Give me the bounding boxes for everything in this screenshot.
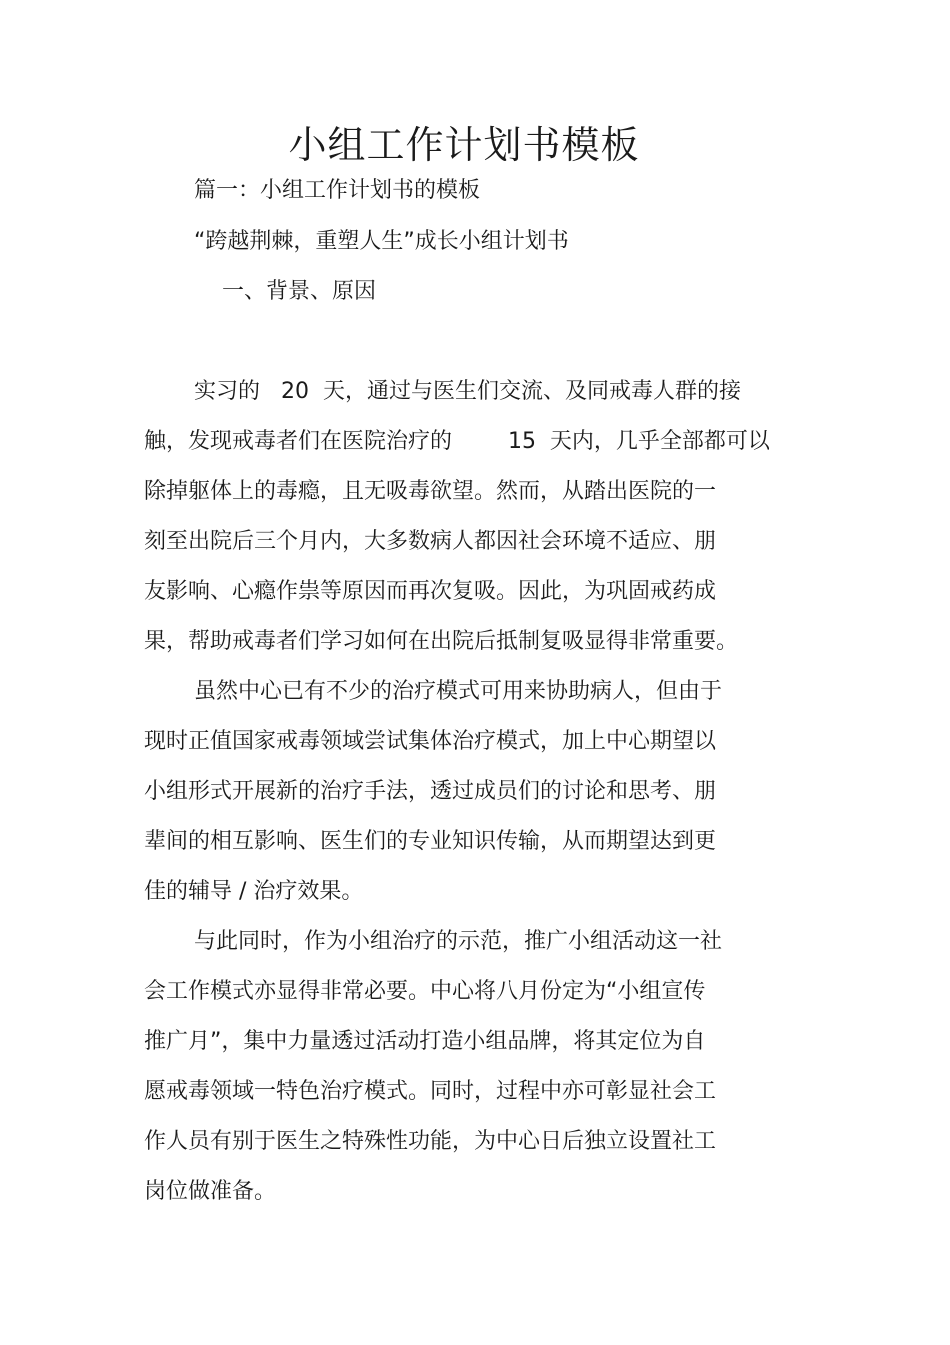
paragraph-line: 实习的 20 天，通过与医生们交流、及同戒毒人群的接 (194, 379, 741, 404)
paragraph-line: 与此同时，作为小组治疗的示范，推广小组活动这一社 (194, 929, 723, 954)
paragraph-line: 虽然中心已有不少的治疗模式可用来协助病人，但由于 (194, 679, 723, 704)
paragraph-line: 现时正值国家戒毒领域尝试集体治疗模式，加上中心期望以 (144, 729, 717, 754)
paragraph-line: 作人员有别于医生之特殊性功能，为中心日后独立设置社工 (144, 1129, 717, 1154)
paragraph-line: 果，帮助戒毒者们学习如何在出院后抵制复吸显得非常重要。 (144, 629, 739, 654)
paragraph-line: 佳的辅导 / 治疗效果。 (144, 879, 364, 904)
paragraph-line: 友影响、心瘾作祟等原因而再次复吸。因此，为巩固戒药成 (144, 579, 717, 604)
paragraph-line: 推广月”，集中力量透过活动打造小组品牌，将其定位为自 (144, 1029, 706, 1054)
paragraph-line: 会工作模式亦显得非常必要。中心将八月份定为“小组宣传 (144, 979, 706, 1004)
section-label: 篇一：小组工作计划书的模板 (194, 178, 481, 203)
plan-name: “跨越荆棘，重塑人生”成长小组计划书 (194, 229, 569, 254)
document-title: 小组工作计划书模板 (288, 123, 640, 167)
paragraph-line: 除掉躯体上的毒瘾，且无吸毒欲望。然而，从踏出医院的一 (144, 479, 717, 504)
paragraph-line: 小组形式开展新的治疗手法，透过成员们的讨论和思考、朋 (144, 779, 717, 804)
paragraph-line: 辈间的相互影响、医生们的专业知识传输，从而期望达到更 (144, 829, 717, 854)
heading-background: 一、背景、原因 (222, 279, 377, 304)
paragraph-line: 岗位做准备。 (144, 1179, 277, 1204)
paragraph-line: 触，发现戒毒者们在医院治疗的 15 天内，几乎全部都可以 (144, 429, 770, 454)
paragraph-line: 愿戒毒领域一特色治疗模式。同时，过程中亦可彰显社会工 (144, 1079, 717, 1104)
paragraph-line: 刻至出院后三个月内，大多数病人都因社会环境不适应、朋 (144, 529, 717, 554)
